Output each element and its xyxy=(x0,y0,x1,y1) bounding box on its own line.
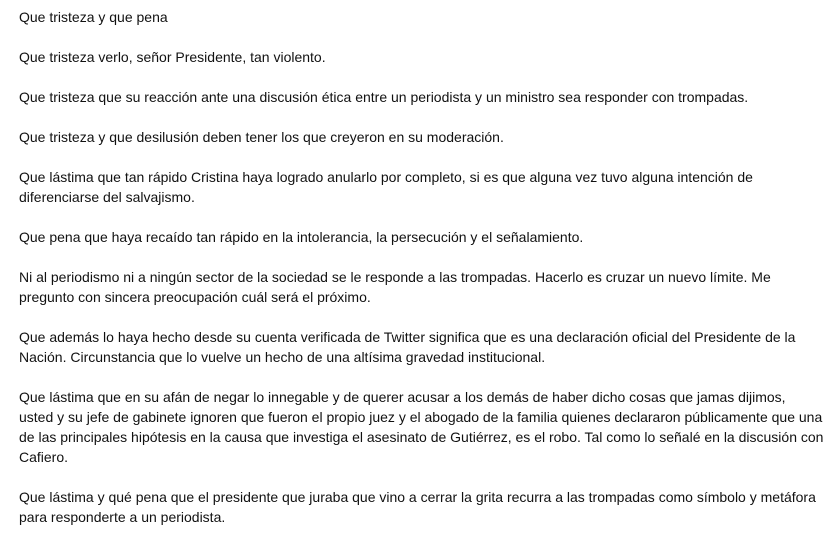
text-line: Que pena que haya recaído tan rápido en la intolerancia, la persecución y el señalamiento. xyxy=(19,229,584,245)
text-line: Que tristeza y que pena xyxy=(19,9,168,25)
text-line: para responderte a un periodista. xyxy=(19,509,226,525)
paragraph xyxy=(19,227,828,247)
text-line: Cafiero. xyxy=(19,449,69,465)
paragraph xyxy=(19,7,828,27)
text-line: Nación. Circunstancia que lo vuelve un hecho de una altísima gravedad institucional. xyxy=(19,349,546,365)
text-line: diferenciarse del salvajismo. xyxy=(19,189,195,205)
text-line: Que lástima y qué pena que el presidente que juraba que vino a cerrar la grita recurra a las trompadas como símbolo y metáfora xyxy=(19,489,816,505)
paragraph xyxy=(19,47,828,67)
text-line: Que tristeza y que desilusión deben tener los que creyeron en su moderación. xyxy=(19,129,504,145)
text-line: Ni al periodismo ni a ningún sector de la sociedad se le responde a las trompadas. Hacerlo es cruzar un nuevo límite. Me xyxy=(19,269,771,285)
paragraph xyxy=(19,487,828,527)
text-line: usted y su jefe de gabinete ignoren que fueron el propio juez y el abogado de la familia quienes declararon públicamente que una xyxy=(19,409,823,425)
paragraph xyxy=(19,387,828,467)
text-line: Que lástima que en su afán de negar lo innegable y de querer acusar a los demás de haber dicho cosas que jamas dijimos, xyxy=(19,389,786,405)
text-line: Que tristeza que su reacción ante una discusión ética entre un periodista y un ministro sea responder con trompadas. xyxy=(19,89,749,105)
text-line: Que además lo haya hecho desde su cuenta verificada de Twitter significa que es una declaración oficial del Presidente de la xyxy=(19,329,796,345)
paragraph xyxy=(19,327,828,367)
paragraph xyxy=(19,267,828,307)
paragraph xyxy=(19,87,828,107)
text-line: Que tristeza verlo, señor Presidente, tan violento. xyxy=(19,49,326,65)
paragraph xyxy=(19,127,828,147)
text-line: de las principales hipótesis en la causa que investiga el asesinato de Gutiérrez, es el robo. Tal como lo señalé en la discusión con xyxy=(19,429,824,445)
paragraph xyxy=(19,167,828,207)
text-line: Que lástima que tan rápido Cristina haya logrado anularlo por completo, si es que alguna vez tuvo alguna intención de xyxy=(19,169,753,185)
text-line: pregunto con sincera preocupación cuál será el próximo. xyxy=(19,289,371,305)
